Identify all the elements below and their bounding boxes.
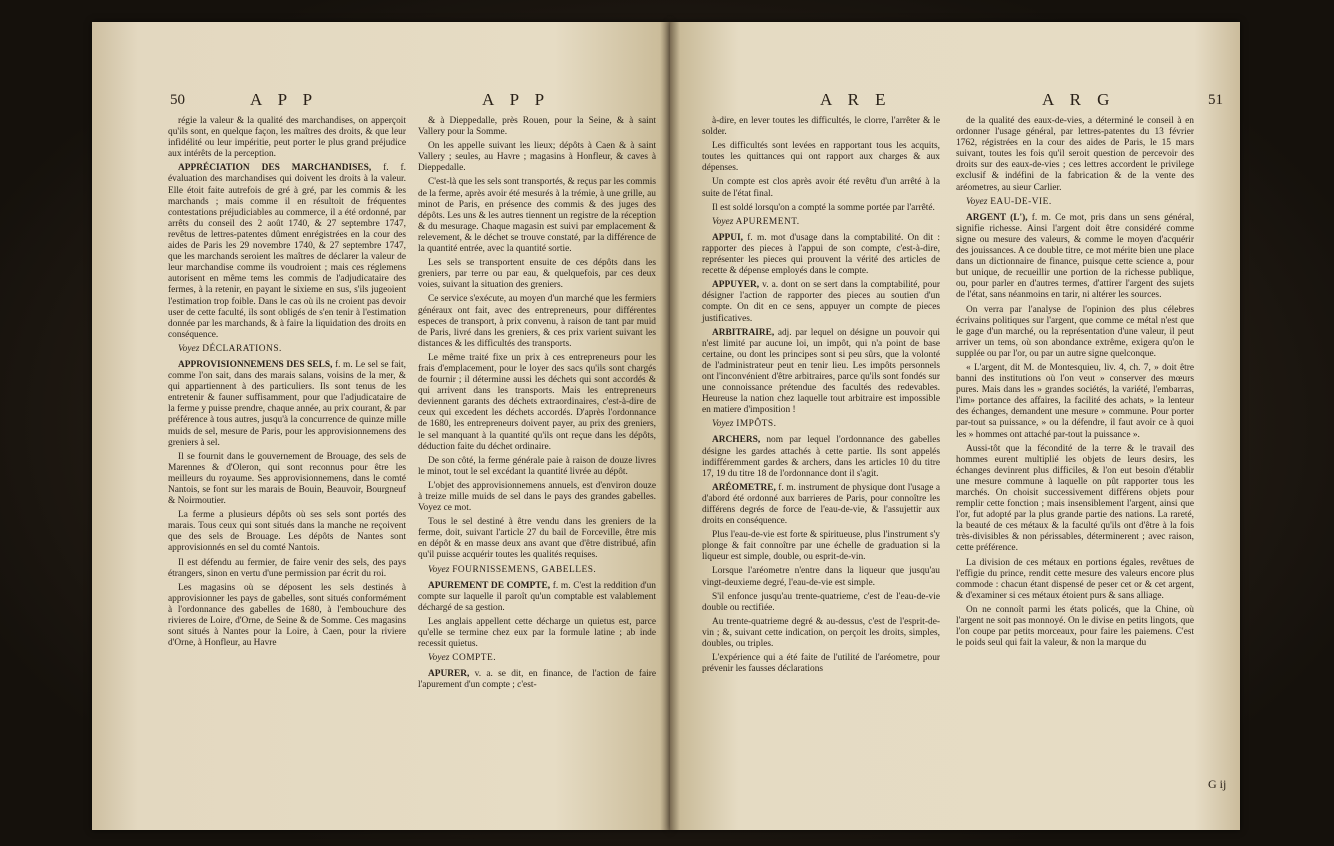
paragraph: De son côté, la ferme générale paie à raison de douze livres le minot, tout le sel excédant la quantité livrée au dépôt. xyxy=(418,455,656,477)
entry-headword: ARCHERS, xyxy=(712,435,761,446)
entry-headword: APUREMENT DE COMPTE, xyxy=(428,580,551,591)
cross-reference xyxy=(702,217,940,228)
dictionary-entry xyxy=(702,483,940,527)
entry-headword: APURER, xyxy=(428,669,470,680)
paragraph: La division de ces métaux en portions égales, revêtues de l'effigie du prince, rendit cette mesure des valeurs encore plus commode : chacun étant dispensé de peser cet or & cet argent, & d'examiner si ces métaux étoient purs & sans alliage. xyxy=(956,557,1194,601)
dictionary-entry xyxy=(418,581,656,614)
page-number-right: 51 xyxy=(1208,92,1223,108)
cross-reference-target: APUREMENT. xyxy=(733,216,800,227)
entry-text: f. m. Ce mot, pris dans un sens général, signifie richesse. Ainsi l'argent doit être considéré comme signe ou mesure des valeurs, & comme le moyen d'acquérir des jouissances. A ce double titre, ce mot mérite bien une place dans un dictionnaire de finance, puisque cette science a, pour but unique, de recueillir une portion de la richesse publique, ou, pour parler en d'autres termes, d'attirer l'argent des sujets de l'état, sans néanmoins en tarir, ni altérer les sources. xyxy=(956,212,1195,301)
paragraph: Les magasins où se déposent les sels destinés à approvisionner les pays de gabelles, sont situés conformément à l'ordonnance des gabelles de 1680, à l'embouchure des rivieres de Loire, d'Orne, de Seine & de Somme. Ces magasins sont situés à Nantes pour la Loire, à Caen, pour la riviere d'Orne, à Honfleur, au Havre xyxy=(168,582,406,649)
paragraph: Au trente-quatrieme degré & au-dessus, c'est de l'esprit-de-vin ; &, suivant cette indication, on perçoit les droits, simples, doubles, ou triples. xyxy=(702,616,940,650)
paragraph: Les sels se transportent ensuite de ces dépôts dans les greniers, par terre ou par eau, & quelquefois, par ces deux voies, suivant la situation des greniers. xyxy=(418,258,656,291)
cross-reference xyxy=(956,197,1194,208)
cross-reference-label: Voyez xyxy=(178,343,200,354)
paragraph: S'il enfonce jusqu'au trente-quatrieme, c'est de l'eau-de-vie double ou rectifiée. xyxy=(702,591,940,613)
paragraph: Il est défendu au fermier, de faire venir des sels, des pays étrangers, sinon en vertu d'une permission par écrit du roi. xyxy=(168,557,406,579)
paragraph: On verra par l'analyse de l'opinion des plus célebres écrivains politiques sur l'argent, que comme ce métal n'est que le gage d'un marché, ou la représentation d'une valeur, il peut arriver un tems, où son abondance extrême, exigera qu'on le supplée ou par l'or, ou par un autre signe quelconque. xyxy=(956,304,1194,359)
paragraph: « L'argent, dit M. de Montesquieu, liv. 4, ch. 7, » doit être banni des institutions où l'on veut » conserver des mœurs pures. Mais dans les » grandes sociétés, la variété, l'embarras, l'im» portance des affaires, la facilité des achats, » la lenteur des échanges, demandent une mesure » commune. Pour porter par-tout sa puissance, » ou la défendre, il faut avoir ce à quoi les » hommes ont attaché par-tout la puissance ». xyxy=(956,362,1194,440)
dictionary-entry xyxy=(702,280,940,324)
entry-text: f. m. mot d'usage dans la comptabilité. On dit : rapporter des pieces à l'appui de son compte, c'est-à-dire, représenter les pieces qui prouvent la vérité des articles de recette & dépense employés dans le compte. xyxy=(702,232,940,277)
paragraph: Lorsque l'aréometre n'entre dans la liqueur que jusqu'au vingt-deuxieme degré, l'eau-de-vie est simple. xyxy=(702,566,940,588)
running-head-left-2: A P P xyxy=(482,90,551,109)
right-page-column-1 xyxy=(702,116,940,678)
dictionary-entry xyxy=(418,669,656,691)
entry-text: f. m. instrument de physique dont l'usage a d'abord été ordonné aux barrieres de Paris, pour connoître les différens degrés de force de l'eau-de-vie, & l'assujettir aux droits en conséquence. xyxy=(702,482,940,527)
paragraph: La ferme a plusieurs dépôts où ses sels sont portés des marais. Tous ceux qui sont situés dans la manche ne reçoivent que des sels de Brouage. Les dépôts de Nantes sont approvisionnés en sel du comté Nantois. xyxy=(168,510,406,554)
cross-reference-target: COMPTE. xyxy=(449,653,497,664)
right-page xyxy=(670,22,1240,830)
paragraph: C'est-là que les sels sont transportés, & reçus par les commis de la ferme, après avoir été mesurés à la trémie, à une grille, au minot de Paris, en présence des commis & des juges des dépôts. Les uns & les autres tiennent un registre de la réception & du mesurage. Chaque magasin est suivi par emplacement & relevement, & le déchet se trouve constaté, par la différence de la quantité entrée, avec la quantité sortie. xyxy=(418,177,656,255)
cross-reference-target: FOURNISSEMENS, GABELLES. xyxy=(449,564,597,575)
cross-reference-label: Voyez xyxy=(712,419,734,430)
paragraph: L'expérience qui a été faite de l'utilité de l'aréometre, pour prévenir les fausses déclarations xyxy=(702,653,940,675)
cross-reference-label: Voyez xyxy=(966,196,988,207)
left-page-column-1 xyxy=(168,116,406,652)
paragraph: Plus l'eau-de-vie est forte & spiritueuse, plus l'instrument s'y plonge & fait connoître par une échelle de graduation si la liqueur est simple, double, ou esprit-de-vin. xyxy=(702,530,940,563)
paragraph: Aussi-tôt que la fécondité de la terre & le travail des hommes eurent multiplié les objets de leurs desirs, les échanges devinrent plus difficiles, & l'on eut besoin d'établir une mesure commune à laquelle on pût rapporter tous les marchés. On choisit successivement différens objets pour remplir cette fonction ; mais insensiblement l'argent, ainsi que l'or, fut adopté par la plus grande partie des nations. La rareté, la beauté de ces métaux & la faculté qu'ils ont d'être à la fois très-divisibles & non périssables, déterminerent ; avec raison, cette préférence. xyxy=(956,443,1194,554)
dictionary-entry xyxy=(168,163,406,341)
dictionary-entry xyxy=(702,435,940,479)
cross-reference xyxy=(168,344,406,355)
cross-reference-label: Voyez xyxy=(712,216,734,227)
paragraph: à-dire, en lever toutes les difficultés, le clorre, l'arrêter & le solder. xyxy=(702,116,940,138)
entry-text: f. f. évaluation des marchandises qui doivent les droits à la valeur. Elle étoit faite autrefois de gré à gré, par les commis & les marchands ; mais comme il en résultoit de fréquentes contestations préjudiciables au commerce, il a été ordonné, par arrêts du conseil des 2 août 1740, & 27 septembre 1747, revêtus de lettres-patentes dûment enrégistrées en la cour des aides de Paris les 29 novembre 1740, & 27 septembre 1747, que les marchands seroient les maîtres de déclarer la valeur de leur marchandise comme ils voudroient ; mais ces réglemens autorisent en même tems les commis de l'adjudicataire des fermes, à la retenir, en payant le sixieme en sus, s'ils jugeoient l'estimation trop foible. Dans le cas où ils ne croient pas devoir user de cette faculté, ils sont obligés de s'en tenir à l'estimation donnée par les marchands, & à faire la liquidation des droits en conséquence. xyxy=(168,163,406,340)
entry-text: f. m. C'est la reddition d'un compte sur laquelle il paroît qu'un comptable est valablement déchargé de sa gestion. xyxy=(418,580,656,613)
signature-mark: G ij xyxy=(1208,777,1227,791)
running-head-left-1: A P P xyxy=(250,90,319,109)
entry-headword: APPROVISIONNEMENS DES SELS, xyxy=(178,359,333,370)
paragraph: L'objet des approvisionnemens annuels, est d'environ douze à treize mille muids de sel dans le pays des grandes gabelles. Voyez ce mot. xyxy=(418,480,656,514)
cross-reference-target: DÉCLARATIONS. xyxy=(199,343,282,354)
entry-text: v. a. dont on se sert dans la comptabilité, pour désigner l'action de rapporter des pieces au soutien d'un compte. On dit en ce sens, appuyer un compte de pieces justificatives. xyxy=(702,280,940,324)
cross-reference-target: IMPÔTS. xyxy=(733,419,777,430)
paragraph: Ce service s'exécute, au moyen d'un marché que les fermiers généraux ont fait, avec des entrepreneurs, pour différentes especes de transport, à prix convenu, à raison de tant par muid de Paris, livré dans les greniers, & ces prix varient suivant les distances & les difficultés des transports. xyxy=(418,294,656,349)
cross-reference xyxy=(418,653,656,664)
dictionary-entry xyxy=(956,213,1194,302)
paragraph: On les appelle suivant les lieux; dépôts à Caen & à saint Vallery ; seules, au Havre ; magasins à Honfleur, & caves à Dieppedalle. xyxy=(418,141,656,174)
entry-headword: ARBITRAIRE, xyxy=(712,327,775,338)
paragraph: Les difficultés sont levées en rapportant tous les acquits, toutes les quittances qui ont rapport aux charges & aux dépenses. xyxy=(702,141,940,174)
running-head-right-1: A R E xyxy=(820,90,892,109)
paragraph: Le même traité fixe un prix à ces entrepreneurs pour les frais d'emplacement, pour le loyer des sacs qu'ils sont chargés de fournir ; il détermine aussi les déchets qui sont accordés & qui arrivent dans les transports. Mais les entrepreneurs deviennent garants des déchets extraordinaires, c'est-à-dire de ceux qui excedent les déchets accordés. D'après l'ordonnance de 1680, les entrepreneurs doivent payer, au prix des greniers, le sel manquant à la quantité qu'ils ont reçue dans les dépôts, déduction faite du déchet ordinaire. xyxy=(418,352,656,452)
paragraph: & à Dieppedalle, près Rouen, pour la Seine, & à saint Vallery pour la Somme. xyxy=(418,116,656,138)
entry-text: adj. par lequel on désigne un pouvoir qui n'est limité par aucune loi, un impôt, qui n'a point de base certaine, ou dont les principes sont si peu sûrs, que la volonté de l'administrateur peut en tenir lieu. Les impôts personnels ont l'inconvénient d'être arbitraires, parce qu'ils sont fondés sur une connoissance prétendue des facultés des redevables. Heureuse la nation chez laquelle tout arbitraire est impossible en matiere d'imposition ! xyxy=(702,327,940,416)
paragraph: Il se fournit dans le gouvernement de Brouage, des sels de Marennes & d'Oleron, qui sont reconnus pour être les meilleurs du royaume. Ses approvisionnemens, dans le comté Nantois, se font sur les marais de Bouin, Beauvoir, Bourgneuf & Noirmoutier. xyxy=(168,451,406,507)
paragraph: Il est soldé lorsqu'on a compté la somme portée par l'arrêté. xyxy=(712,202,935,213)
entry-headword: APPRÉCIATION DES MARCHANDISES, xyxy=(178,163,372,174)
entry-text: f. m. Le sel se fait, comme l'on sait, dans des marais salans, voisins de la mer, & qui appartiennent à des particuliers. Ils sont tenus de les entretenir & fauner suffisamment, pour que l'adjudicataire de la ferme y puisse prendre, chaque année, au prix courant, & par préférence à tous autres, jusqu'à la concurrence de quinze mille muids de sel, mesure de Paris, pour les approvisionnemens des greniers à sel. xyxy=(168,359,406,448)
entry-headword: APPUI, xyxy=(712,232,743,243)
entry-headword: APPUYER, xyxy=(712,280,760,291)
dictionary-entry xyxy=(168,360,406,449)
running-head-right-2: A R G xyxy=(1042,90,1116,109)
cross-reference xyxy=(418,565,656,576)
right-page-column-2 xyxy=(956,116,1194,652)
left-page-column-2 xyxy=(418,116,656,695)
cross-reference-target: EAU-DE-VIE. xyxy=(987,196,1052,207)
cross-reference-label: Voyez xyxy=(428,564,450,575)
entry-text: v. a. se dit, en finance, de l'action de faire l'apurement d'un compte ; c'est- xyxy=(418,669,656,691)
paragraph: régie la valeur & la qualité des marchandises, on apperçoit qu'ils sont, en quelque façon, les maîtres des droits, & que leur infidélité ou leur impéritie, peut porter le plus grand préjudice aux intérêts de la perception. xyxy=(168,116,406,160)
dictionary-entry xyxy=(702,233,940,277)
paragraph: Les anglais appellent cette décharge un quietus est, parce qu'elle se termine chez eux par la formule latine ; ab inde recessit quietus. xyxy=(418,616,656,650)
paragraph: de la qualité des eaux-de-vies, a déterminé le conseil à en ordonner l'usage général, par lettres-patentes du 13 février 1762, régistrées en la cour des aides de Paris, le 15 mars suivant, toutes les fois qu'il seroit question de percevoir des droits sur des eaux-de-vies ; ces lettres accordent le privilege exclusif & indéfini de la fabrication & de la vente des aréometres, au sieur Carlier. xyxy=(956,116,1194,193)
dictionary-entry xyxy=(702,328,940,417)
entry-text: nom par lequel l'ordonnance des gabelles désigne les gardes attachés à cette partie. Ils sont appelés indifféremment gardes & archers, dans les articles 10 du titre 17, 19 du titre 18 de l'ordonnance dont il s'agit. xyxy=(702,435,940,479)
entry-headword: ARÉOMETRE, xyxy=(712,482,776,493)
paragraph: Un compte est clos après avoir été revêtu d'un arrêté à la suite de l'état final. xyxy=(702,177,940,199)
left-page xyxy=(92,22,670,830)
cross-reference-label: Voyez xyxy=(428,653,450,664)
paragraph: Tous le sel destiné à être vendu dans les greniers de la ferme, doit, suivant l'article 27 du bail de Forceville, être mis en dépôt & en masse deux ans avant que d'être distribué, afin qu'il puisse acquérir toutes les qualités requises. xyxy=(418,517,656,561)
paragraph: On ne connoît parmi les états policés, que la Chine, où l'argent ne soit pas monnoyé. On le divise en petits lingots, que l'on coupe par petits morceaux, pour faire les paiemens. C'est le poids seul qui fait la valeur, & non la marque du xyxy=(956,604,1194,649)
cross-reference xyxy=(702,419,940,430)
page-number-left: 50 xyxy=(170,92,185,108)
book-gutter xyxy=(660,22,680,830)
entry-headword: ARGENT (L'), xyxy=(966,212,1028,223)
